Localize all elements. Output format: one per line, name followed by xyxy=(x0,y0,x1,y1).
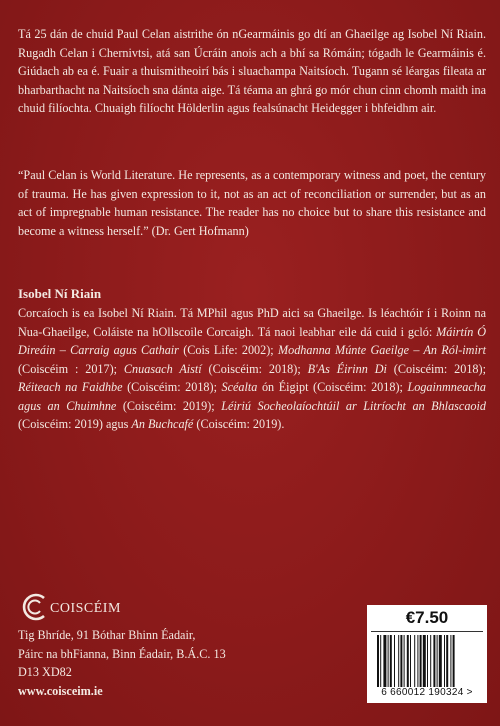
book-title: Modhanna Múnte Gaeilge – An Ról-imirt xyxy=(277,343,486,357)
publisher-name: COISCÉIM xyxy=(50,601,121,616)
address-line: D13 XD82 xyxy=(18,665,72,679)
book-publisher: (Coiscéim: 2018); xyxy=(386,361,486,376)
publisher-website-link[interactable]: www.coisceim.ie xyxy=(18,683,103,698)
book-title: Máirtín Ó Direáin – Carraig agus Cathair xyxy=(18,324,486,357)
barcode-icon xyxy=(377,635,481,687)
book-title: Cnuasach Aistí xyxy=(123,361,202,376)
publisher-address xyxy=(18,626,226,700)
back-cover xyxy=(12,0,490,726)
book-title: An Buchcafé xyxy=(131,417,194,431)
book-publisher: (Coiscéim: 2018); xyxy=(122,380,222,394)
book-publisher: (Coiscéim: 2019) agus xyxy=(18,417,132,431)
author-bio xyxy=(18,304,486,434)
book-title: Logainmneacha agus an Chuimhne xyxy=(18,380,486,413)
author-name-heading: Isobel Ní Riain xyxy=(18,286,102,301)
divider xyxy=(371,631,483,632)
book-publisher: (Cois Life: 2002); xyxy=(178,343,278,357)
book-publisher: ón Éigipt (Coiscéim: 2018); xyxy=(257,380,408,394)
book-title: Scéalta xyxy=(221,380,258,394)
book-title: Léiriú Socheolaíochtúil ar Litríocht an Bhlascaoid xyxy=(221,398,486,413)
book-publisher: (Coiscéim : 2017); xyxy=(18,361,124,376)
blurb-paragraph: Tá 25 dán de chuid Paul Celan aistrithe ón nGearmáinis go dtí an Ghaeilge ag Isobel Ní Riain. Rugadh Celan i Chernivtsi, atá san Úcráin anois ach a bhí sa Rómáin; tógadh le Gearmáinis é. Giúdach ab ea é. Fuair a thuismitheoirí bás i sluachampa Naitsíoch. Tugann sé léargas fileata ar bharbarthacht na Naitsíoch sna dánta aige. Tá téama an ghrá go mór chun cinn chomh maith ina chuid filíochta. Chuaigh filíocht Hölderlin agus fealsúnacht Heidegger i bhfeidhm air. xyxy=(18,27,486,116)
book-title: B'As Éirinn Di xyxy=(307,361,387,376)
bio-intro: Corcaíoch is ea Isobel Ní Riain. Tá MPhil agus PhD aici sa Ghaeilge. Is léachtóir í i Roinn na Nua-Ghaeilge, Coláiste na hOllscoile Corcaigh. Tá naoi leabhar eile dá cuid i gcló: xyxy=(18,306,486,339)
barcode-digits: 6 660012 190324 > xyxy=(381,687,473,698)
review-quote: “Paul Celan is World Literature. He represents, as a contemporary witness and poet, the century of trauma. He has given expression to it, not as an act of reconciliation or surrender, but as an act of impregnable human resistance. The reader has no choice but to share this resistance and become a witness herself.” (Dr. Gert Hofmann) xyxy=(18,168,486,238)
address-line: Páirc na bhFianna, Binn Éadair, B.Á.C. 13 xyxy=(18,646,226,661)
book-publisher: (Coiscéim: 2019). xyxy=(193,417,285,431)
price-barcode-label xyxy=(367,605,487,703)
address-line: Tig Bhríde, 91 Bóthar Bhinn Éadair, xyxy=(18,628,196,642)
book-publisher: (Coiscéim: 2019); xyxy=(116,398,222,413)
coisceim-logo-icon xyxy=(18,590,52,624)
price-label: €7.50 xyxy=(405,608,449,627)
book-publisher: (Coiscéim: 2018); xyxy=(201,361,308,376)
book-title: Réiteach na Faidhbe xyxy=(18,380,123,394)
